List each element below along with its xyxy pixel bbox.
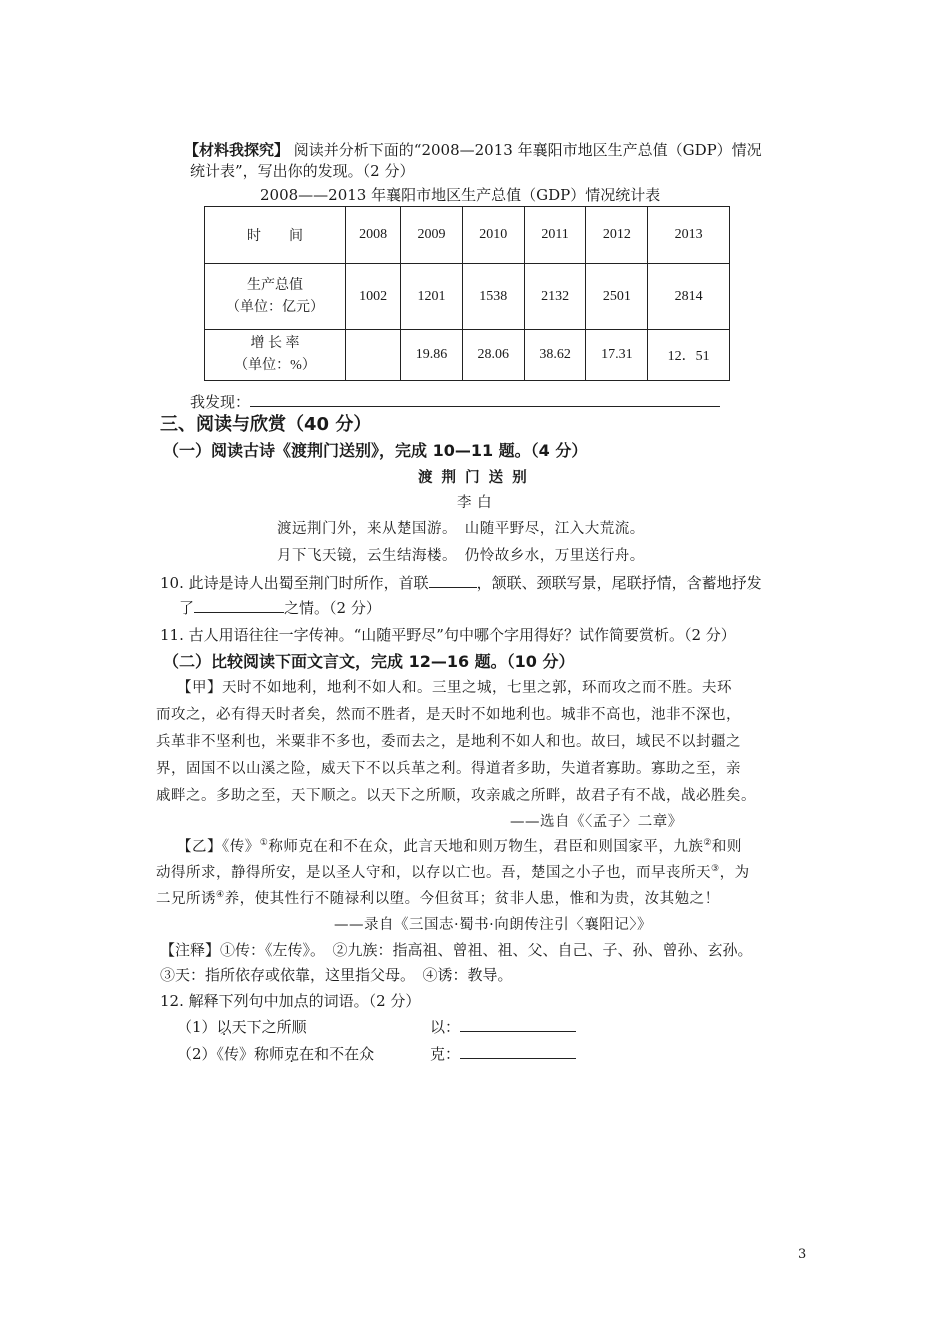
q10-text-c: 了 (179, 599, 195, 617)
question-11: 11. 古人用语往往一字传神。“山随平野尽”句中哪个字用得好？试作简要赏析。（2 分） (160, 626, 736, 644)
growth-label-b: （单位：%） (234, 358, 316, 373)
poem-author: 李 白 (457, 495, 493, 511)
jia-line: 戚畔之。多助之至，天下顺之。以天下之所顺，攻亲戚之所畔，故君子有不战，战必胜矣。 (156, 788, 756, 804)
gdp-label-cell (205, 264, 346, 330)
yi-text: 【乙】《传》 (177, 839, 260, 855)
jia-line: 兵革非不坚利也，米粟非不多也，委而去之，是地利不如人和也。故曰，域民不以封疆之 (156, 734, 741, 750)
year-cell: 2011 (524, 207, 586, 264)
part-1-title: （一）阅读古诗《渡荆门送别》，完成 10—11 题。（4 分） (163, 441, 588, 460)
q12-2-answer-blank[interactable] (460, 1044, 576, 1059)
q10-text-b: ，颔联、颈联写景，尾联抒情，含蓄地抒发 (476, 574, 762, 592)
intro-line-1 (184, 139, 762, 161)
note-marker-1: ① (259, 838, 269, 848)
q10-blank-1[interactable] (429, 573, 477, 588)
year-cell: 2012 (586, 207, 648, 264)
q12-1-prefix: （1） (177, 1018, 217, 1036)
q12-answer-2 (430, 1043, 576, 1065)
section-3-title: 三、阅读与欣赏（40 分） (160, 414, 372, 435)
jia-line: 而攻之，必有得天时者矣，然而不胜者，是天时不如地利也。城非不高也，池非不深也， (156, 707, 741, 723)
year-cell: 2013 (648, 207, 730, 264)
year-cell: 2010 (462, 207, 524, 264)
question-10-line-2 (179, 597, 381, 619)
q10-blank-2[interactable] (194, 598, 284, 613)
q12-1-rest: 天下之所顺 (231, 1018, 307, 1036)
growth-cell: 19.86 (401, 330, 463, 381)
q12-item-1 (177, 1016, 307, 1038)
yi-text: 称师克在和不在众，此言天地和则万物生，君臣和则国家平，九族 (268, 839, 704, 855)
q10-text-a: 10. 此诗是诗人出蜀至荆门时所作，首联 (160, 574, 429, 592)
header-label-cell: 时 间 (205, 207, 346, 264)
gdp-label-a: 生产总值 (247, 277, 303, 293)
yi-text: 和则 (711, 839, 742, 855)
gdp-cell: 2501 (586, 264, 648, 330)
note-marker-3: ③ (711, 864, 720, 874)
jia-source: ——选自《〈孟子〉二章》 (510, 814, 683, 830)
poem-line-2: 月下飞天镜，云生结海楼。 仍怜故乡水，万里送行舟。 (277, 548, 645, 564)
yi-text: ，为 (719, 865, 750, 881)
gdp-table (204, 206, 730, 381)
poem-line-1: 渡远荆门外，来从楚国游。 山随平野尽，江入大荒流。 (277, 521, 645, 537)
growth-cell: 12．51 (648, 330, 730, 381)
growth-label-a: 增 长 率 (250, 336, 300, 351)
q12-2-dotted-word: 克 (284, 1045, 300, 1063)
finding-line (190, 391, 720, 413)
finding-label: 我发现： (190, 393, 251, 411)
part-2-title: （二）比较阅读下面文言文，完成 12—16 题。（10 分） (163, 652, 575, 671)
q12-item-2 (177, 1043, 374, 1065)
year-cell: 2008 (346, 207, 401, 264)
yi-line-2 (156, 862, 750, 884)
intro-tag: 【材料我探究】 (184, 141, 290, 159)
gdp-cell: 1201 (401, 264, 463, 330)
note-marker-4: ④ (216, 890, 225, 900)
q10-text-d: 之情。（2 分） (284, 599, 381, 617)
poem-title: 渡 荆 门 送 别 (418, 469, 529, 486)
growth-cell (346, 330, 401, 381)
gdp-cell: 1002 (346, 264, 401, 330)
q12-answer-1 (430, 1016, 576, 1038)
notes-line-2: ③天：指所依存或依靠，这里指父母。 ④诱：教导。 (160, 966, 513, 984)
gdp-cell: 1538 (462, 264, 524, 330)
intro-text-1: 阅读并分析下面的“2008—2013 年襄阳市地区生产总值（GDP）情况 (293, 141, 762, 159)
gdp-label-b: （单位：亿元） (226, 299, 324, 315)
yi-source: ——录自《三国志·蜀书·向朗传注引〈襄阳记〉》 (334, 917, 652, 933)
growth-cell: 17.31 (586, 330, 648, 381)
growth-cell: 28.06 (462, 330, 524, 381)
yi-line-3 (156, 888, 720, 910)
finding-answer-blank[interactable] (250, 392, 720, 407)
notes-line-1: 【注释】①传：《左传》。 ②九族：指高祖、曾祖、祖、父、自己、子、孙、曾孙、玄孙。 (160, 941, 753, 959)
yi-text: 养，使其性行不随禄利以堕。今但贫耳；贫非人患，惟和为贵，汝其勉之！ (224, 891, 720, 907)
q12-1-dotted-word: 以 (216, 1018, 232, 1036)
note-marker-2: ② (703, 838, 712, 848)
page-number: 3 (798, 1247, 807, 1262)
question-10-line-1 (160, 572, 762, 594)
table-row-gdp (205, 264, 730, 330)
table-row-header (205, 207, 730, 264)
year-cell: 2009 (401, 207, 463, 264)
jia-line: 【甲】天时不如地利，地利不如人和。三里之城，七里之郭，环而攻之而不胜。夫环 (177, 680, 732, 696)
growth-label-cell (205, 330, 346, 381)
gdp-cell: 2132 (524, 264, 586, 330)
q12-1-answer-blank[interactable] (460, 1017, 576, 1032)
yi-text: 二兄所诱 (156, 891, 216, 907)
jia-line: 界，固国不以山溪之险，威天下不以兵革之利。得道者多助，失道者寡助。寡助之至，亲 (156, 761, 741, 777)
yi-text: 动得所求，静得所安，是以圣人守和，以存以亡也。吾，楚国之小子也，而早丧所天 (156, 865, 711, 881)
table-caption: 2008——2013 年襄阳市地区生产总值（GDP）情况统计表 (260, 186, 661, 204)
yi-line-1 (177, 836, 742, 858)
question-12: 12. 解释下列句中加点的词语。（2 分） (160, 992, 421, 1010)
q12-2-rest: 在和不在众 (299, 1045, 375, 1063)
q12-1-answer-label: 以： (430, 1018, 461, 1036)
intro-line-2: 统计表”，写出你的发现。（2 分） (190, 162, 415, 180)
gdp-cell: 2814 (648, 264, 730, 330)
q12-2-prefix: （2）《传》称师 (177, 1045, 285, 1063)
q12-2-answer-label: 克： (430, 1045, 461, 1063)
table-row-growth (205, 330, 730, 381)
growth-cell: 38.62 (524, 330, 586, 381)
